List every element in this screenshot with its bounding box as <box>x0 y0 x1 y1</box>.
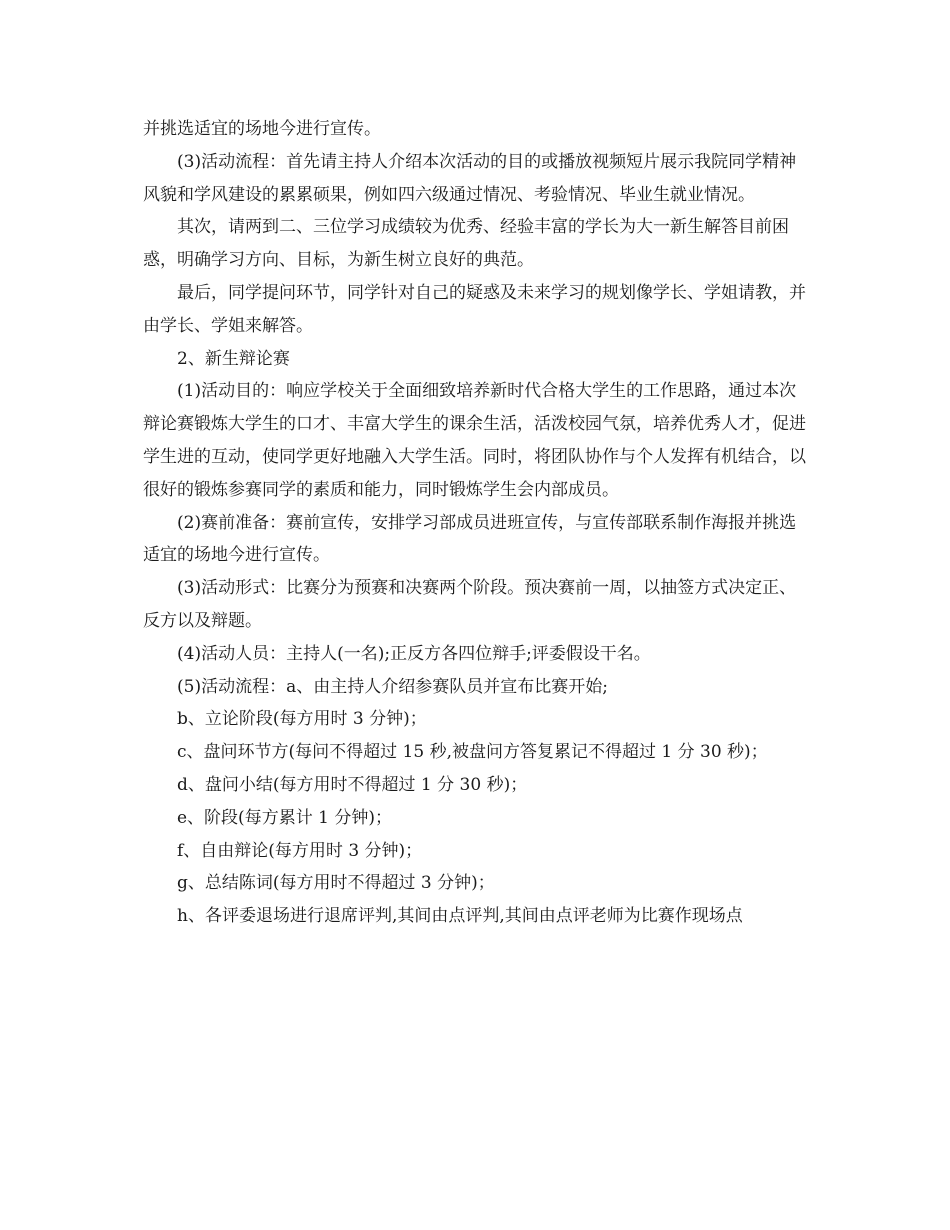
list-item-e: e、阶段(每方累计 1 分钟)； <box>177 807 392 828</box>
paragraph-second-step: 其次，请两到二、三位学习成绩较为优秀、经验丰富的学长为大一新生解答目前困惑，明确学习方向、目标，为新生树立良好的典范。 <box>143 217 789 271</box>
list-item-h: h、各评委退场进行退席评判,其间由点评判,其间由点评老师为比赛作现场点 <box>177 906 743 927</box>
list-item-d: d、盘问小结(每方用时不得超过 1 分 30 秒)； <box>177 774 528 795</box>
paragraph-participants: (4)活动人员：主持人(一名);正反方各四位辩手;评委假设干名。 <box>177 643 651 664</box>
paragraph-debate-flow: (5)活动流程：a、由主持人介绍参赛队员并宣布比赛开始; <box>177 676 608 697</box>
paragraph-debate-purpose: (1)活动目的：响应学校关于全面细致培养新时代合格大学生的工作思路，通过本次辩论赛锻炼大学生的口才、丰富大学生的课余生活，活泼校园气氛，培养优秀人才，促进学生进的互动，使同学更好地融入大学生活。同时，将团队协作与个人发挥有机结合，以很好的锻炼参赛同学的素质和能力，同时锻炼学生会内部成员。 <box>143 381 806 500</box>
paragraph-format: (3)活动形式：比赛分为预赛和决赛两个阶段。预决赛前一周，以抽签方式决定正、反方以及辩题。 <box>143 578 797 631</box>
paragraph-final-step: 最后，同学提问环节，同学针对自己的疑惑及未来学习的规划像学长、学姐请教，并由学长、学姐来解答。 <box>143 282 806 336</box>
document-body <box>143 113 813 933</box>
list-item-g: g、总结陈词(每方用时不得超过 3 分钟)； <box>177 873 495 894</box>
paragraph-preparation: (2)赛前准备：赛前宣传，安排学习部成员进班宣传，与宣传部联系制作海报并挑选适宜的场地今进行宣传。 <box>143 512 797 566</box>
list-item-f: f、自由辩论(每方用时 3 分钟)； <box>177 840 423 861</box>
paragraph-activity-flow: (3)活动流程：首先请主持人介绍本次活动的目的或播放视频短片展示我院同学精神风貌和学风建设的累累硕果，例如四六级通过情况、考验情况、毕业生就业情况。 <box>143 151 797 205</box>
paragraph-venue-publicity: 并挑选适宜的场地今进行宣传。 <box>143 119 381 139</box>
list-item-b: b、立论阶段(每方用时 3 分钟)； <box>177 709 427 730</box>
list-item-c: c、盘问环节方(每问不得超过 15 秒,被盘问方答复累记不得超过 1 分 30 秒)； <box>177 742 768 763</box>
section-heading-debate: 2、新生辩论赛 <box>177 348 290 369</box>
